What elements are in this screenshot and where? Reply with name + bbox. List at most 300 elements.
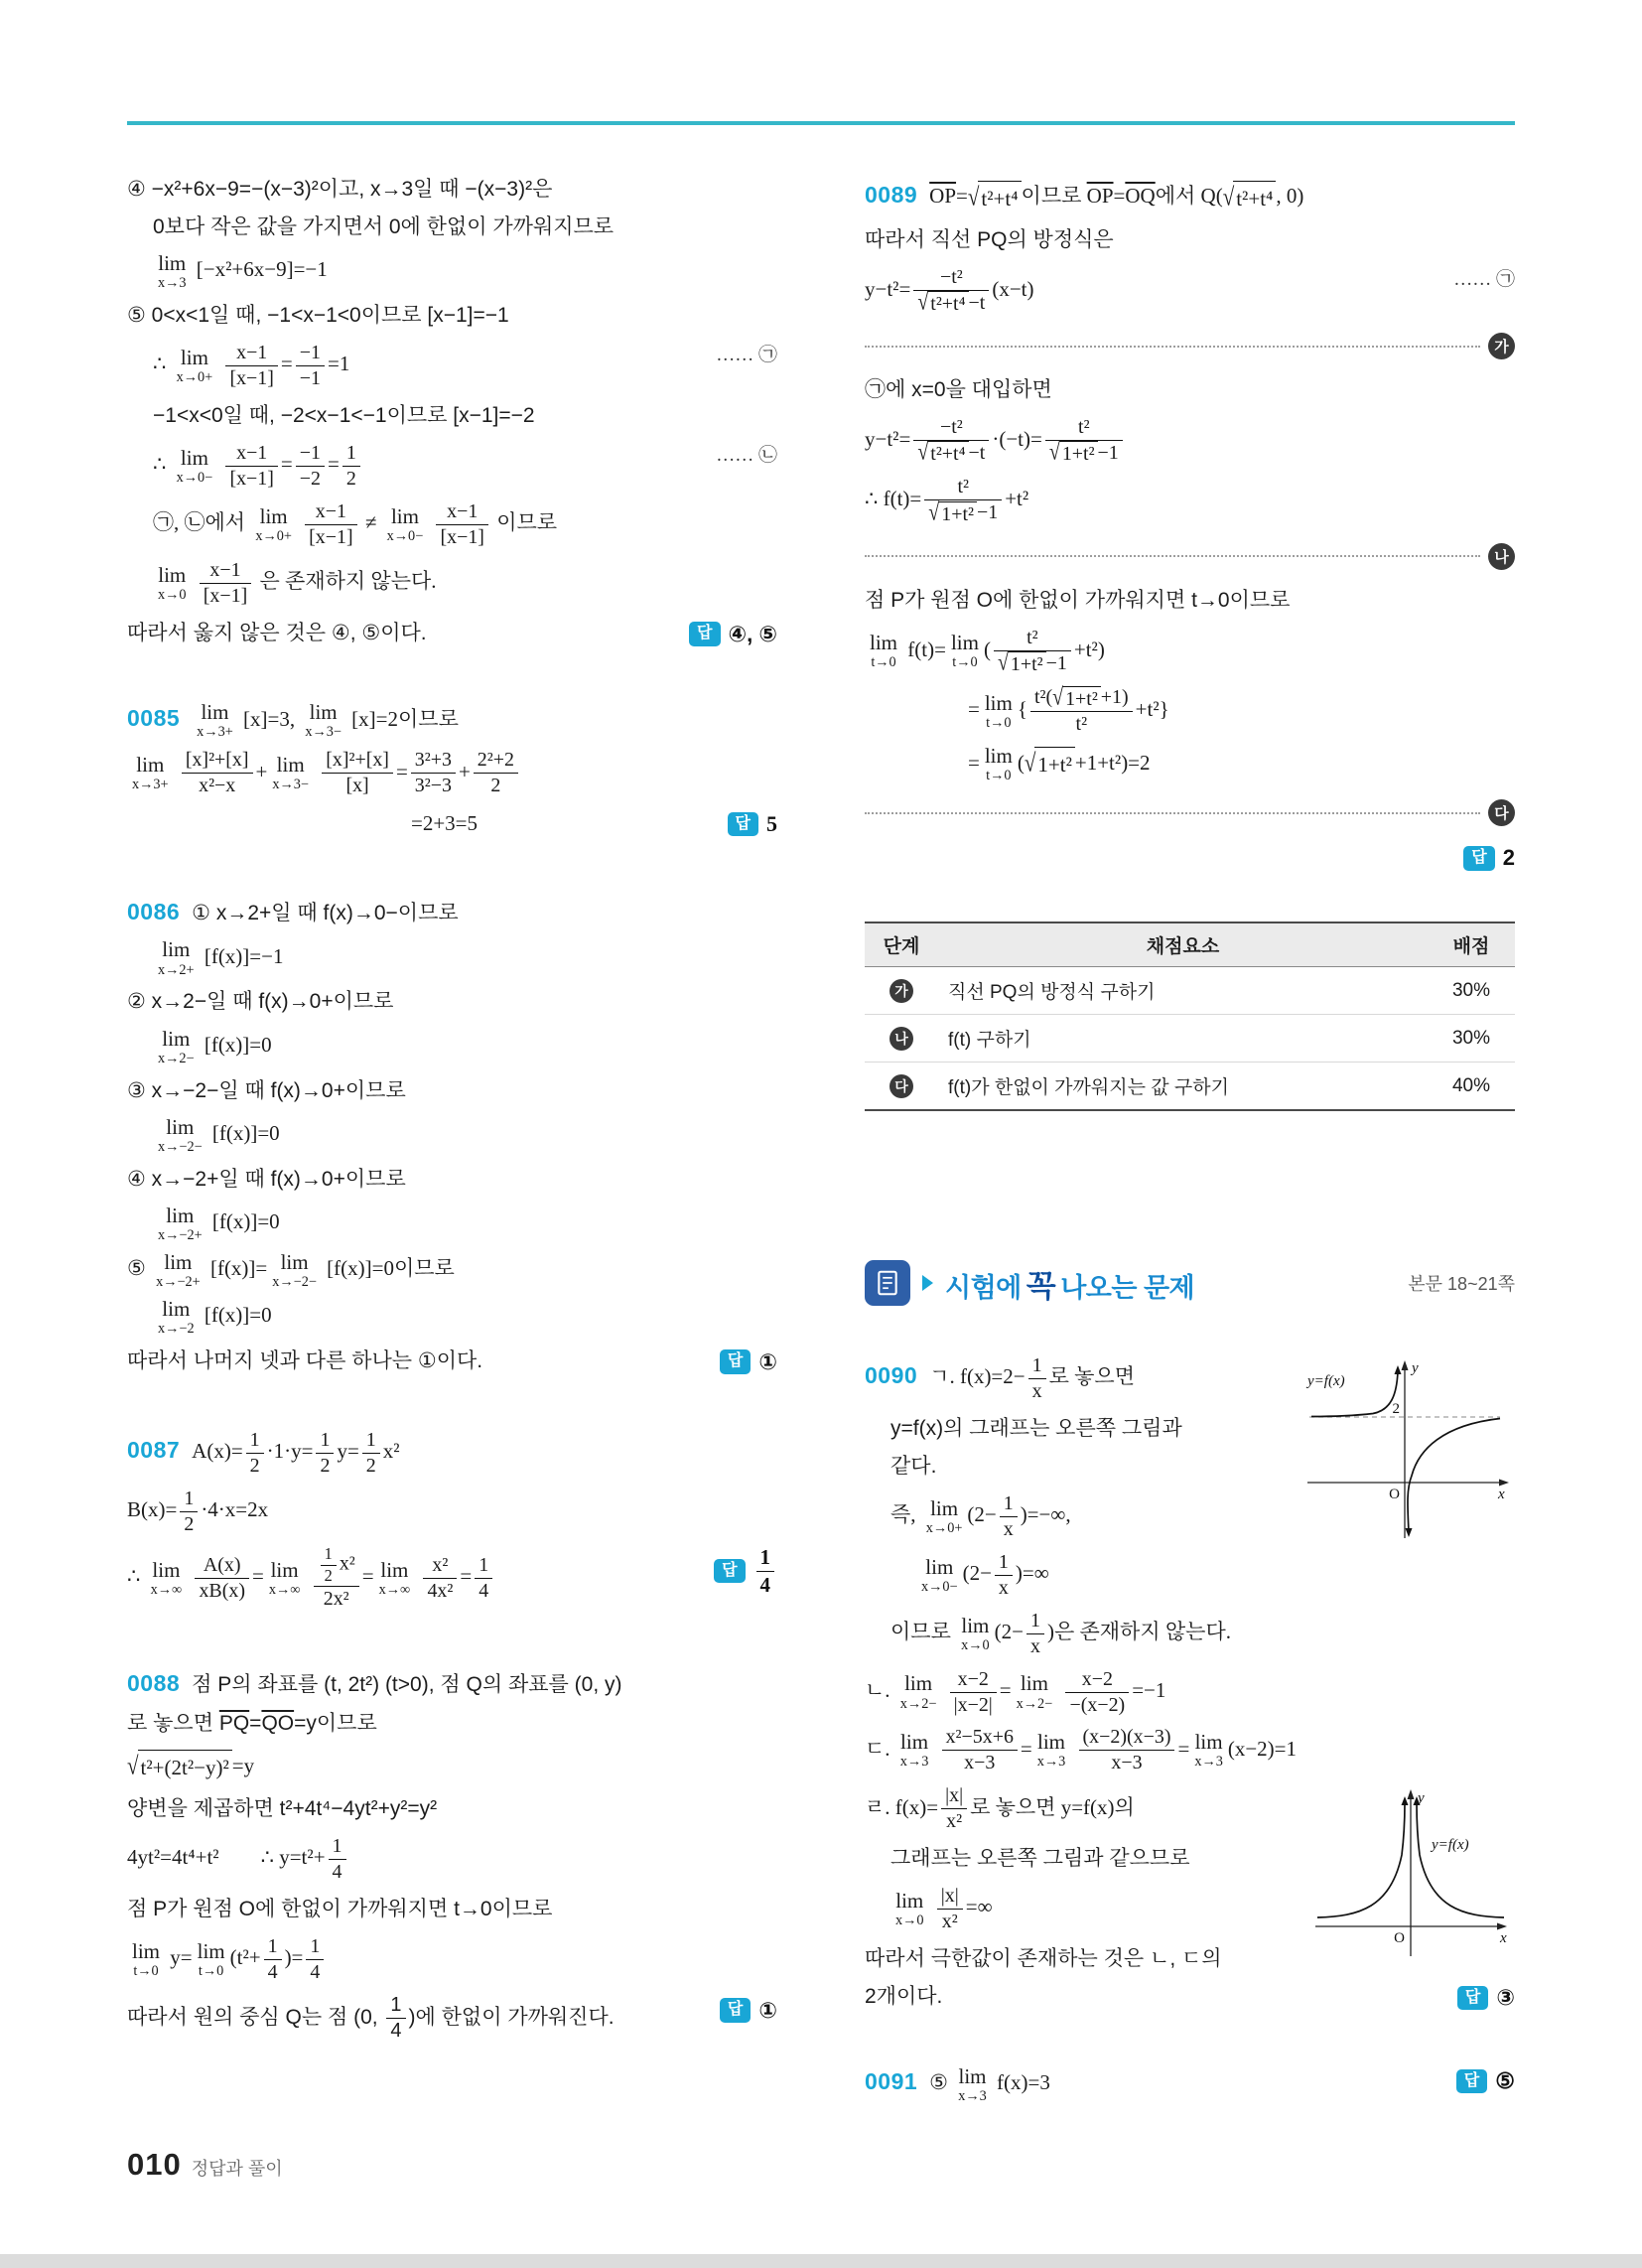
math-fr: $\frac{1}{2}$ — [246, 1428, 264, 1479]
text-line — [127, 1893, 777, 1926]
line-text: lim x→2− [f(x)]=0 — [158, 1026, 272, 1066]
math-fr: −t² √ t²+t⁴ −t — [913, 265, 989, 317]
text-line — [127, 1665, 777, 1702]
math-fr: $\frac{x-1}{[x-1]}$ — [225, 441, 277, 492]
math-fr: $\frac{1}{2}$ — [342, 441, 360, 492]
step-marker: 다 — [889, 1074, 913, 1098]
text-line — [127, 399, 777, 433]
table-score-cell: 30% — [1428, 1015, 1515, 1063]
math-fr: $\frac{1}{2}$ — [180, 1487, 198, 1537]
math-fr: $\frac{1}{4}$ — [329, 1834, 346, 1885]
line-text: 따라서 옳지 않은 것은 ④, ⑤이다. — [127, 621, 427, 644]
formula-line — [127, 1544, 777, 1612]
line-text: lim x→0− (2− $\frac{1}{x}$ )=∞ — [921, 1550, 1049, 1599]
math-fr: t² √ 1+t² −1 — [1045, 415, 1123, 467]
section-title-pre: 시험에 — [945, 1272, 1022, 1303]
math-sq: √ t²+(2t²−y)² — [127, 1750, 232, 1784]
line-text: 점 P가 원점 O에 한없이 가까워지면 t→0이므로 — [865, 588, 1291, 612]
section-arrow-icon — [922, 1275, 933, 1291]
line-text: 이므로 lim x→0 (2− $\frac{1}{x}$ )은 존재하지 않는다. — [890, 1609, 1231, 1657]
math-lim: lim t→0 — [197, 1939, 225, 1980]
line-text: ∴ lim x→0+ $\frac{x-1}{[x-1]}$ = $\frac{-1}{-1}$ =1 — [153, 342, 350, 390]
reference-marker: …… ㉡ — [716, 444, 777, 466]
step-divider — [865, 543, 1515, 570]
line-text: y=f(x)의 그래프는 오른쪽 그림과 — [890, 1416, 1182, 1440]
line-text: lim x→−2 [f(x)]=0 — [158, 1296, 272, 1337]
formula-line — [127, 1251, 777, 1290]
formula-line — [127, 558, 777, 609]
math-fr: $\frac{1}{2}$ — [316, 1428, 334, 1479]
math-fr: t² √ 1+t² −1 — [994, 626, 1071, 677]
math-lim: lim x→0− — [921, 1554, 958, 1595]
math-lim: lim x→∞ — [268, 1557, 301, 1598]
math-sq: √ t²+t⁴ — [1223, 181, 1277, 215]
math-lim: lim t→0 — [984, 690, 1013, 731]
math-fr: $\frac{x-2}{-(x-2)}$ — [1065, 1667, 1129, 1718]
solution-block — [127, 1428, 777, 1621]
math-fr: $\frac{x-1}{[x-1]}$ — [305, 499, 356, 550]
formula-line — [127, 1298, 777, 1337]
line-text: 0보다 작은 값을 가지면서 0에 한없이 가까워지므로 — [153, 215, 615, 239]
function-graph — [1311, 1785, 1515, 1964]
line-text: ① x→2+일 때 f(x)→0−이므로 — [192, 902, 459, 925]
math-lim: lim x→0 — [895, 1889, 924, 1929]
line-text: lim x→3+ [x]=3, lim x→3− [x]=2이므로 — [197, 700, 459, 741]
problem-number: 0088 — [127, 1670, 181, 1697]
math-lim: lim x→3+ — [197, 700, 233, 741]
line-text: ㄱ. f(x)=2− $\frac{1}{x}$ 로 놓으면 — [929, 1354, 1135, 1402]
line-text: 즉, lim x→0+ (2− $\frac{1}{x}$ )=−∞, — [890, 1491, 1071, 1540]
math-lim: lim x→−2− — [158, 1114, 203, 1155]
text-line — [865, 223, 1515, 257]
math-fr: $\frac{1}{4}$ — [264, 1934, 282, 1985]
math-sq: √ t²+t⁴ — [917, 291, 968, 317]
section-title — [945, 1261, 1194, 1306]
line-text: ④ x→−2+일 때 f(x)→0+이므로 — [127, 1167, 406, 1191]
solution-block — [127, 700, 777, 849]
math-fr: $\frac{x-1}{[x-1]}$ — [200, 558, 251, 609]
line-text: B(x)= $\frac{1}{2}$ ·4·x=2x — [127, 1487, 269, 1535]
formula-line — [865, 415, 1515, 467]
formula-line — [127, 700, 777, 741]
table-row — [865, 967, 1515, 1015]
formula-line — [127, 806, 777, 840]
answer-badge: 답 — [1456, 2069, 1487, 2094]
line-text: ⑤ lim x→−2+ [f(x)]= lim x→−2− [f(x)]=0이므로 — [127, 1249, 455, 1290]
table-step-cell — [865, 967, 938, 1015]
table-row — [865, 1015, 1515, 1063]
line-text: 따라서 나머지 넷과 다른 하나는 ①이다. — [127, 1348, 483, 1372]
math-sq: √ 1+t² — [1025, 747, 1075, 781]
line-text: ㉠에 x=0을 대입하면 — [865, 378, 1052, 402]
line-text: lim t→0 f(t)= lim t→0 ( t² √ 1+t² −1 +t²) — [870, 626, 1105, 676]
math-lim: lim x→3 — [958, 2063, 987, 2104]
math-sq: √ 1+t² — [998, 651, 1046, 677]
math-lim: lim x→0 — [158, 562, 187, 603]
table-header-cell: 단계 — [865, 922, 938, 967]
line-text: 2개이다. — [865, 1985, 943, 2009]
math-lim: lim x→3 — [899, 1730, 929, 1771]
line-text: −1<x<0일 때, −2<x−1<−1이므로 [x−1]=−2 — [153, 403, 535, 427]
line-text: ② x→2−일 때 f(x)→0+이므로 — [127, 990, 394, 1014]
math-fr: $\frac{1}{4}$ — [756, 1544, 774, 1597]
asymptote-value-label: 2 — [1392, 1401, 1400, 1418]
page-number: 010 — [127, 2147, 182, 2182]
origin-label: O — [1394, 1930, 1405, 1947]
y-axis-label: y — [1412, 1360, 1419, 1377]
formula-line — [127, 499, 777, 550]
answer — [689, 617, 777, 652]
line-text: 점 P가 원점 O에 한없이 가까워지면 t→0이므로 — [127, 1898, 553, 1921]
math-fr: $\frac{1}{x}$ — [1000, 1491, 1018, 1542]
math-lim: lim x→0− — [176, 445, 213, 486]
line-text: 양변을 제곱하면 t²+4t⁴−4yt²+y²=y² — [127, 1797, 438, 1821]
formula-line — [127, 1487, 777, 1537]
text-line — [865, 1980, 1515, 2014]
solution-block — [865, 2063, 1515, 2112]
solution-block — [865, 1353, 1515, 2018]
math-lim: lim t→0 — [950, 631, 979, 671]
curve-label: y=f(x) — [1307, 1373, 1345, 1390]
math-fr: $\frac{1}{2}$ — [362, 1428, 380, 1479]
footer-label: 정답과 풀이 — [191, 2159, 283, 2179]
line-text: lim x→0 $\frac{|x|}{\text{x²}}$ =∞ — [895, 1885, 993, 1933]
formula-line — [865, 1550, 1515, 1601]
problem-number: 0087 — [127, 1436, 181, 1463]
math-fr: $\frac{(x-2)(x-3)}{x-3}$ — [1079, 1725, 1175, 1775]
y-axis-label: y — [1418, 1790, 1425, 1807]
math-lim: lim x→3− — [305, 700, 342, 741]
line-text: lim x→0 $\frac{x-1}{[x-1]}$ 은 존재하지 않는다. — [158, 558, 437, 607]
line-text: lim x→−2− [f(x)]=0 — [158, 1114, 280, 1155]
math-lim: lim t→0 — [984, 744, 1013, 784]
math-fr: $\frac{-1}{-1}$ — [296, 341, 325, 391]
line-text: ⑤ lim x→3 f(x)=3 — [929, 2063, 1050, 2104]
math-lim: lim x→3+ — [132, 753, 169, 793]
solution-block — [127, 894, 777, 1382]
math-fr: $\frac{1}{4}$ — [386, 1993, 405, 2044]
math-fr: $\frac{\text{x²−5x+6}}{x-3}$ — [942, 1725, 1018, 1775]
text-line — [127, 173, 777, 207]
function-graph — [1301, 1355, 1515, 1549]
formula-line — [127, 1749, 777, 1785]
line-text: lim x→3 [−x²+6x−9]=−1 — [158, 251, 328, 292]
line-text: ∴ lim x→0− $\frac{x-1}{[x-1]}$ = $\frac{-1}{-2}$ = $\frac{1}{2}$ — [153, 452, 363, 476]
line-text: 따라서 직선 PQ의 방정식은 — [865, 227, 1114, 251]
answer-badge: 답 — [714, 1559, 745, 1584]
text-line — [127, 1074, 777, 1108]
answer-value: ③ — [1496, 1985, 1515, 2011]
answer — [1456, 2063, 1515, 2099]
math-lim: lim x→3 — [1194, 1730, 1223, 1771]
formula-line — [865, 2063, 1515, 2104]
text-line — [127, 1707, 777, 1741]
formula-line — [865, 475, 1515, 526]
x-axis-label: x — [1500, 1930, 1507, 1947]
formula-line — [127, 341, 777, 391]
math-ol: $\overline{OQ}$ — [1125, 184, 1156, 208]
math-lim: lim x→−2− — [272, 1249, 317, 1290]
math-fr: $\frac{|x|}{\text{x²}}$ — [941, 1783, 967, 1834]
text-line — [127, 617, 777, 650]
line-text: 그래프는 오른쪽 그림과 같으므로 — [890, 1847, 1190, 1871]
table-step-cell — [865, 1015, 938, 1063]
answer — [714, 1544, 777, 1597]
formula-line — [127, 938, 777, 977]
step-marker: 가 — [1488, 333, 1515, 359]
line-text: 같다. — [890, 1454, 937, 1478]
answer-value: ⑤ — [1495, 2068, 1515, 2094]
solution-block — [865, 177, 1515, 876]
line-text: ㉠, ㉡에서 lim x→0+ $\frac{x-1}{[x-1]}$ ≠ lim x→0− $\frac{x-1}{[x-1]}$ 이므로 — [153, 499, 558, 548]
page-footer — [127, 2147, 283, 2183]
math-fr: $\frac{1}{4}$ — [306, 1934, 324, 1985]
formula-line — [127, 1116, 777, 1155]
problem-number: 0091 — [865, 2068, 918, 2095]
math-lim: lim x→0− — [386, 503, 424, 544]
text-line — [127, 211, 777, 244]
line-text: A(x)= $\frac{1}{2}$ ·1·y= $\frac{1}{2}$ y= $\frac{1}{2}$ x² — [192, 1428, 400, 1477]
math-fr: $\frac{1}{x}$ — [1028, 1353, 1046, 1404]
math-fr: $\frac{\text{2²+2}}{2}$ — [474, 748, 518, 798]
answer-badge: 답 — [728, 812, 758, 837]
line-text: 4yt²=4t⁴+t² ∴ y=t²+ $\frac{1}{4}$ — [127, 1845, 349, 1869]
formula-line — [127, 252, 777, 291]
answer-badge: 답 — [1463, 846, 1494, 871]
curve-label: y=f(x) — [1432, 1837, 1469, 1854]
math-ol: $\overline{QO}$ — [261, 1711, 295, 1735]
answer-badge: 답 — [689, 622, 720, 646]
math-lim: lim x→0+ — [255, 503, 292, 544]
math-sq: √ 1+t² — [928, 501, 977, 527]
math-lim: lim t→0 — [132, 1939, 161, 1980]
math-fr: $\frac{|x|}{\text{x²}}$ — [937, 1884, 963, 1934]
math-lim: lim x→∞ — [150, 1557, 183, 1598]
text-line — [865, 840, 1515, 870]
answer-value: 2 — [1502, 845, 1515, 871]
math-fr: $\frac{A(x)}{xB(x)}$ — [195, 1553, 249, 1604]
formula-line — [127, 1205, 777, 1243]
math-lim: lim x→2− — [158, 1026, 195, 1066]
divider-line — [865, 555, 1480, 557]
math-lim: lim x→3 — [1036, 1730, 1066, 1771]
text-line — [865, 584, 1515, 618]
math-fr: $\frac{\text{x²}}{\text{4x²}}$ — [423, 1553, 457, 1604]
problem-number: 0090 — [865, 1362, 918, 1389]
divider-line — [865, 346, 1480, 348]
math-lim: lim x→−2 — [158, 1296, 195, 1337]
line-text: lim t→0 y= lim t→0 (t²+ $\frac{1}{4}$ )= $\frac{1}{4}$ — [127, 1945, 327, 1969]
step-divider — [865, 799, 1515, 826]
formula-line — [865, 265, 1515, 317]
text-line — [127, 1993, 777, 2044]
line-text: = lim t→0 { t²( √ 1+t² +1) t² +t²} — [968, 683, 1169, 736]
solution-block — [127, 173, 777, 654]
top-accent-rule — [127, 121, 1515, 125]
math-lim: lim x→3 — [158, 251, 187, 292]
formula-line — [127, 1934, 777, 1985]
line-text: $\overline{OP}=$ √ t²+t⁴ 이므로 $\overline{OP}=\overline{OQ}$에서 Q( √ t²+t⁴ , 0) — [929, 184, 1303, 208]
answer-value: ④, ⑤ — [728, 621, 777, 646]
section-title-post: 나오는 문제 — [1060, 1272, 1195, 1303]
math-fr: $\frac{\text{[x]²+[x]}}{[x]}$ — [322, 748, 393, 798]
table-header-cell: 채점요소 — [938, 922, 1428, 967]
math-fr: $\frac{1}{4}$ — [475, 1553, 492, 1604]
problem-number: 0086 — [127, 899, 181, 925]
text-line — [127, 1345, 777, 1378]
answer-value: ① — [758, 1348, 777, 1374]
reference-marker: …… ㉠ — [716, 345, 777, 366]
scoring-table — [865, 921, 1515, 1111]
math-sq: √ 1+t² — [1049, 441, 1098, 467]
text-line — [127, 1792, 777, 1826]
text-line — [127, 985, 777, 1019]
formula-line — [865, 745, 1515, 783]
step-marker: 가 — [889, 979, 913, 1003]
line-text: y−t²= −t² √ t²+t⁴ −t (x−t) — [865, 265, 1034, 316]
section-title-emphasis: 꼭 — [1026, 1268, 1056, 1304]
formula-line — [865, 626, 1515, 677]
bottom-edge-bar — [0, 2254, 1642, 2268]
math-lim: lim x→∞ — [378, 1557, 411, 1598]
line-text: lim x→3+ $\frac{\text{[x]²+[x]}}{\text{x²−x}}$ + lim x→3− $\frac{\text{[x]²+[x]}}{[x]}$ = $\frac{\text{3²+3}}{\text{3²−3}}$ + $\frac{\text{2²+2}}{2}$ — [127, 760, 521, 783]
math-fr: $\frac{\text{[x]²+[x]}}{\text{x²−x}}$ — [182, 748, 253, 798]
line-text: ∴ lim x→∞ $\frac{A(x)}{xB(x)}$ = lim x→∞ $\frac{1}{2}$ x² 2x² = lim x→∞ $\frac{\text{x²}}{\text{4x²}}$ = $\frac{1}{4}$ — [127, 1564, 495, 1588]
reference-marker: …… ㉠ — [1453, 268, 1515, 290]
section-header — [865, 1260, 1515, 1306]
math-lim: lim x→−2+ — [156, 1249, 201, 1290]
table-score-cell: 40% — [1451, 1074, 1491, 1096]
math-fr: $\frac{1}{2}$ x² 2x² — [314, 1544, 359, 1612]
step-marker: 다 — [1488, 799, 1515, 826]
line-text: =2+3=5 — [411, 811, 479, 836]
line-text: y−t²= −t² √ t²+t⁴ −t ·(−t)= t² √ 1+t² −1 — [865, 427, 1126, 451]
answer-value: ① — [758, 1998, 777, 2023]
line-text: ③ x→−2−일 때 f(x)→0+이므로 — [127, 1078, 406, 1102]
line-text: = lim t→0 ( √ 1+t² +1+t²)=2 — [968, 744, 1151, 784]
line-text: ㄴ. lim x→2− $\frac{x-2}{|x-2|}$ = lim x→2− $\frac{x-2}{-(x-2)}$ =−1 — [865, 1667, 1166, 1716]
right-column — [865, 169, 1515, 2158]
answer-badge: 답 — [720, 1998, 751, 2023]
x-axis-label: x — [1498, 1487, 1505, 1503]
line-text: ㄹ. f(x)= $\frac{|x|}{\text{x²}}$ 로 놓으면 y=f(x)의 — [865, 1784, 1135, 1833]
step-divider — [865, 333, 1515, 359]
origin-label: O — [1389, 1487, 1400, 1503]
table-score-cell: 30% — [1428, 967, 1515, 1015]
line-text: ⑤ 0<x<1일 때, −1<x−1<0이므로 [x−1]=−1 — [127, 304, 509, 328]
math-lim: lim x→−2+ — [158, 1203, 203, 1243]
left-column — [127, 169, 777, 2158]
line-text: ④ −x²+6x−9=−(x−3)²이고, x→3일 때 −(x−3)²은 — [127, 178, 553, 201]
formula-line — [865, 1667, 1515, 1718]
math-ol: $\overline{PQ}$ — [218, 1711, 250, 1735]
text-line — [127, 894, 777, 930]
math-fr: $\frac{x-2}{|x-2|}$ — [950, 1667, 997, 1718]
math-fr: −t² √ t²+t⁴ −t — [913, 415, 989, 467]
answer-value — [753, 1544, 777, 1597]
problem-number: 0085 — [127, 704, 181, 731]
math-lim: lim x→2− — [899, 1671, 937, 1712]
math-fr: $\frac{1}{2}$ — [321, 1544, 337, 1586]
math-lim: lim x→0 — [961, 1613, 990, 1653]
math-lim: lim x→2+ — [158, 937, 195, 978]
divider-line — [865, 812, 1480, 814]
math-fr: $\frac{\text{3²+3}}{\text{3²−3}}$ — [411, 748, 456, 798]
math-fr: $\frac{x-1}{[x-1]}$ — [225, 341, 277, 391]
line-text: 따라서 원의 중심 Q는 점 (0, $\frac{1}{4}$ )에 한없이 가까워진다. — [127, 1994, 615, 2042]
line-text: lim x→2+ [f(x)]=−1 — [158, 937, 284, 978]
text-line — [127, 1163, 777, 1197]
answer-badge: 답 — [1457, 1986, 1488, 2011]
formula-line — [865, 1725, 1515, 1775]
math-sq: √ t²+t⁴ — [917, 441, 968, 467]
math-sq: √ 1+t² — [1052, 686, 1101, 712]
answer — [720, 1345, 777, 1380]
table-item-cell: f(t)가 한없이 가까워지는 값 구하기 — [948, 1077, 1229, 1099]
math-lim: lim x→0+ — [176, 346, 213, 386]
math-lim: lim t→0 — [870, 631, 898, 671]
line-text: 로 놓으면 $\overline{PQ}=\overline{QO}=y$이므로 — [127, 1711, 377, 1735]
formula-line — [127, 1028, 777, 1066]
math-lim: lim x→3− — [272, 753, 309, 793]
math-fr: $\frac{-1}{-2}$ — [296, 441, 325, 492]
math-fr: $\frac{x-1}{[x-1]}$ — [436, 499, 487, 550]
line-text: √ t²+(2t²−y)² =y — [127, 1754, 254, 1777]
math-fr: $\frac{1}{x}$ — [995, 1550, 1013, 1601]
math-fr: t² √ 1+t² −1 — [924, 475, 1002, 526]
formula-line — [127, 1834, 777, 1885]
problem-number: 0089 — [865, 182, 918, 208]
formula-line — [865, 1609, 1515, 1659]
answer — [1463, 840, 1515, 876]
answer — [1457, 1980, 1515, 2016]
exam-section-icon — [865, 1260, 910, 1306]
line-text: 따라서 극한값이 존재하는 것은 ㄴ, ㄷ의 — [865, 1947, 1222, 1971]
math-lim: lim x→0+ — [925, 1495, 963, 1536]
math-fr: $\frac{1}{x}$ — [1026, 1609, 1044, 1659]
math-ol: $\overline{OP}$ — [929, 184, 957, 208]
step-marker: 나 — [889, 1027, 913, 1051]
section-page-ref: 본문 18~21쪽 — [1408, 1274, 1515, 1295]
line-text: ㄷ. lim x→3 $\frac{\text{x²−5x+6}}{x-3}$ = lim x→3 $\frac{(x-2)(x-3)}{x-3}$ = lim x→3 (x−2)=1 — [865, 1726, 1298, 1774]
table-item-cell: f(t) 구하기 — [938, 1015, 1428, 1063]
formula-line — [127, 748, 777, 798]
math-ol: $\overline{OP}$ — [1086, 184, 1114, 208]
answer — [720, 1993, 777, 2029]
text-line — [865, 373, 1515, 407]
step-marker: 나 — [1488, 543, 1515, 570]
text-line — [127, 299, 777, 333]
formula-line — [127, 441, 777, 492]
table-step-cell — [865, 1063, 938, 1111]
answer-badge: 답 — [720, 1349, 751, 1374]
line-text: 점 P의 좌표를 (t, 2t²) (t>0), 점 Q의 좌표를 (0, y) — [192, 1673, 622, 1697]
answer-value: 5 — [766, 811, 777, 837]
table-header-cell: 배점 — [1428, 922, 1515, 967]
formula-line — [865, 177, 1515, 215]
table-row — [865, 1063, 1515, 1111]
formula-line — [127, 1428, 777, 1479]
content-columns — [127, 169, 1515, 2158]
math-fr: t²( √ 1+t² +1) t² — [1030, 685, 1133, 737]
solution-block — [127, 1665, 777, 2048]
table-item-cell: 직선 PQ의 방정식 구하기 — [938, 967, 1428, 1015]
formula-line — [865, 685, 1515, 737]
math-sq: √ t²+t⁴ — [968, 181, 1022, 215]
math-lim: lim x→2− — [1016, 1671, 1053, 1712]
line-text: lim x→−2+ [f(x)]=0 — [158, 1203, 280, 1243]
line-text: ∴ f(t)= t² √ 1+t² −1 +t² — [865, 476, 1029, 526]
